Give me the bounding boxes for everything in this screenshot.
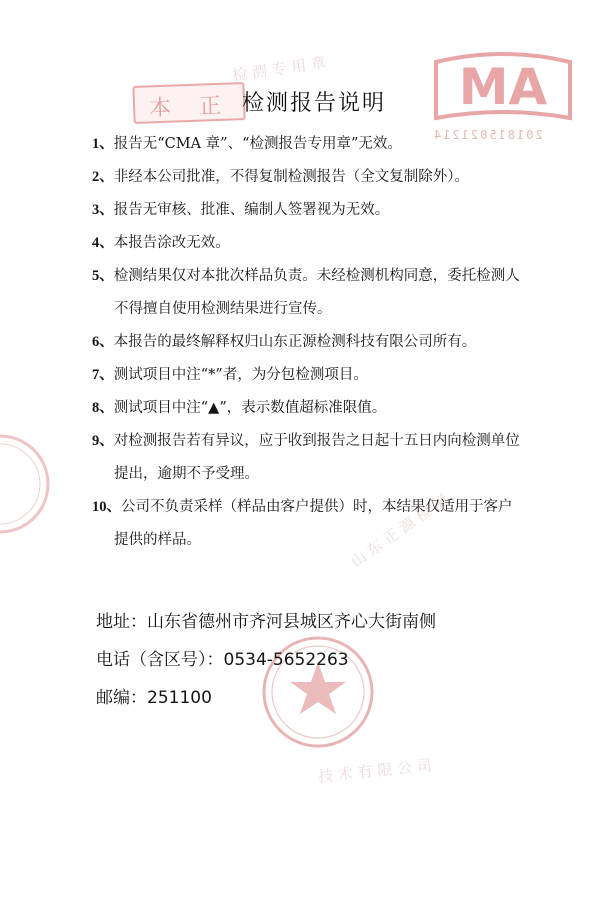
- seal-trace: 检 测 专 用 章: [231, 53, 327, 85]
- seal-trace: 技 术 有 限 公 司: [317, 756, 433, 786]
- stamp-glyph: 正: [198, 93, 222, 120]
- seal-trace: 山 东 正 源 检 测: [347, 490, 451, 571]
- list-item: 5、检测结果仅对本批次样品负责。未经检测机构同意，委托检测人 不得擅自使用检测结果进行宣传。: [92, 268, 520, 317]
- notes-list: [92, 128, 552, 557]
- cma-number: 201815021214: [432, 128, 543, 142]
- list-item: 2、非经本公司批准，不得复制检测报告（全文复制除外）。: [92, 169, 469, 185]
- list-item: 7、测试项目中注“*”者，为分包检测项目。: [92, 367, 368, 383]
- list-item: 8、测试项目中注“▲”，表示数值超标准限值。: [92, 400, 387, 416]
- list-item: 4、本报告涂改无效。: [92, 235, 230, 251]
- rectangular-stamp: [132, 82, 245, 124]
- contact-info: [96, 603, 436, 717]
- address-line: 地址：山东省德州市齐河县城区齐心大街南侧: [96, 612, 436, 632]
- cma-logo-text: MA: [458, 58, 548, 116]
- list-item: 9、对检测报告若有异议，应于收到报告之日起十五日内向检测单位 提出，逾期不予受理。: [92, 433, 520, 482]
- list-item: 6、本报告的最终解释权归山东正源检测科技有限公司所有。: [92, 334, 477, 350]
- round-seal-icon: [0, 432, 52, 536]
- list-item: 1、报告无“CMA 章”、“检测报告专用章”无效。: [92, 136, 402, 152]
- postcode-line: 邮编：251100: [96, 688, 212, 708]
- stamp-glyph: 本: [148, 95, 172, 122]
- page-title: 检测报告说明: [242, 91, 387, 116]
- phone-line: 电话（含区号）：0534-5652263: [96, 650, 349, 670]
- list-item: 3、报告无审核、批准、编制人签署视为无效。: [92, 202, 390, 218]
- list-item: 10、公司不负责采样（样品由客户提供）时，本结果仅适用于客户 提供的样品。: [92, 499, 513, 548]
